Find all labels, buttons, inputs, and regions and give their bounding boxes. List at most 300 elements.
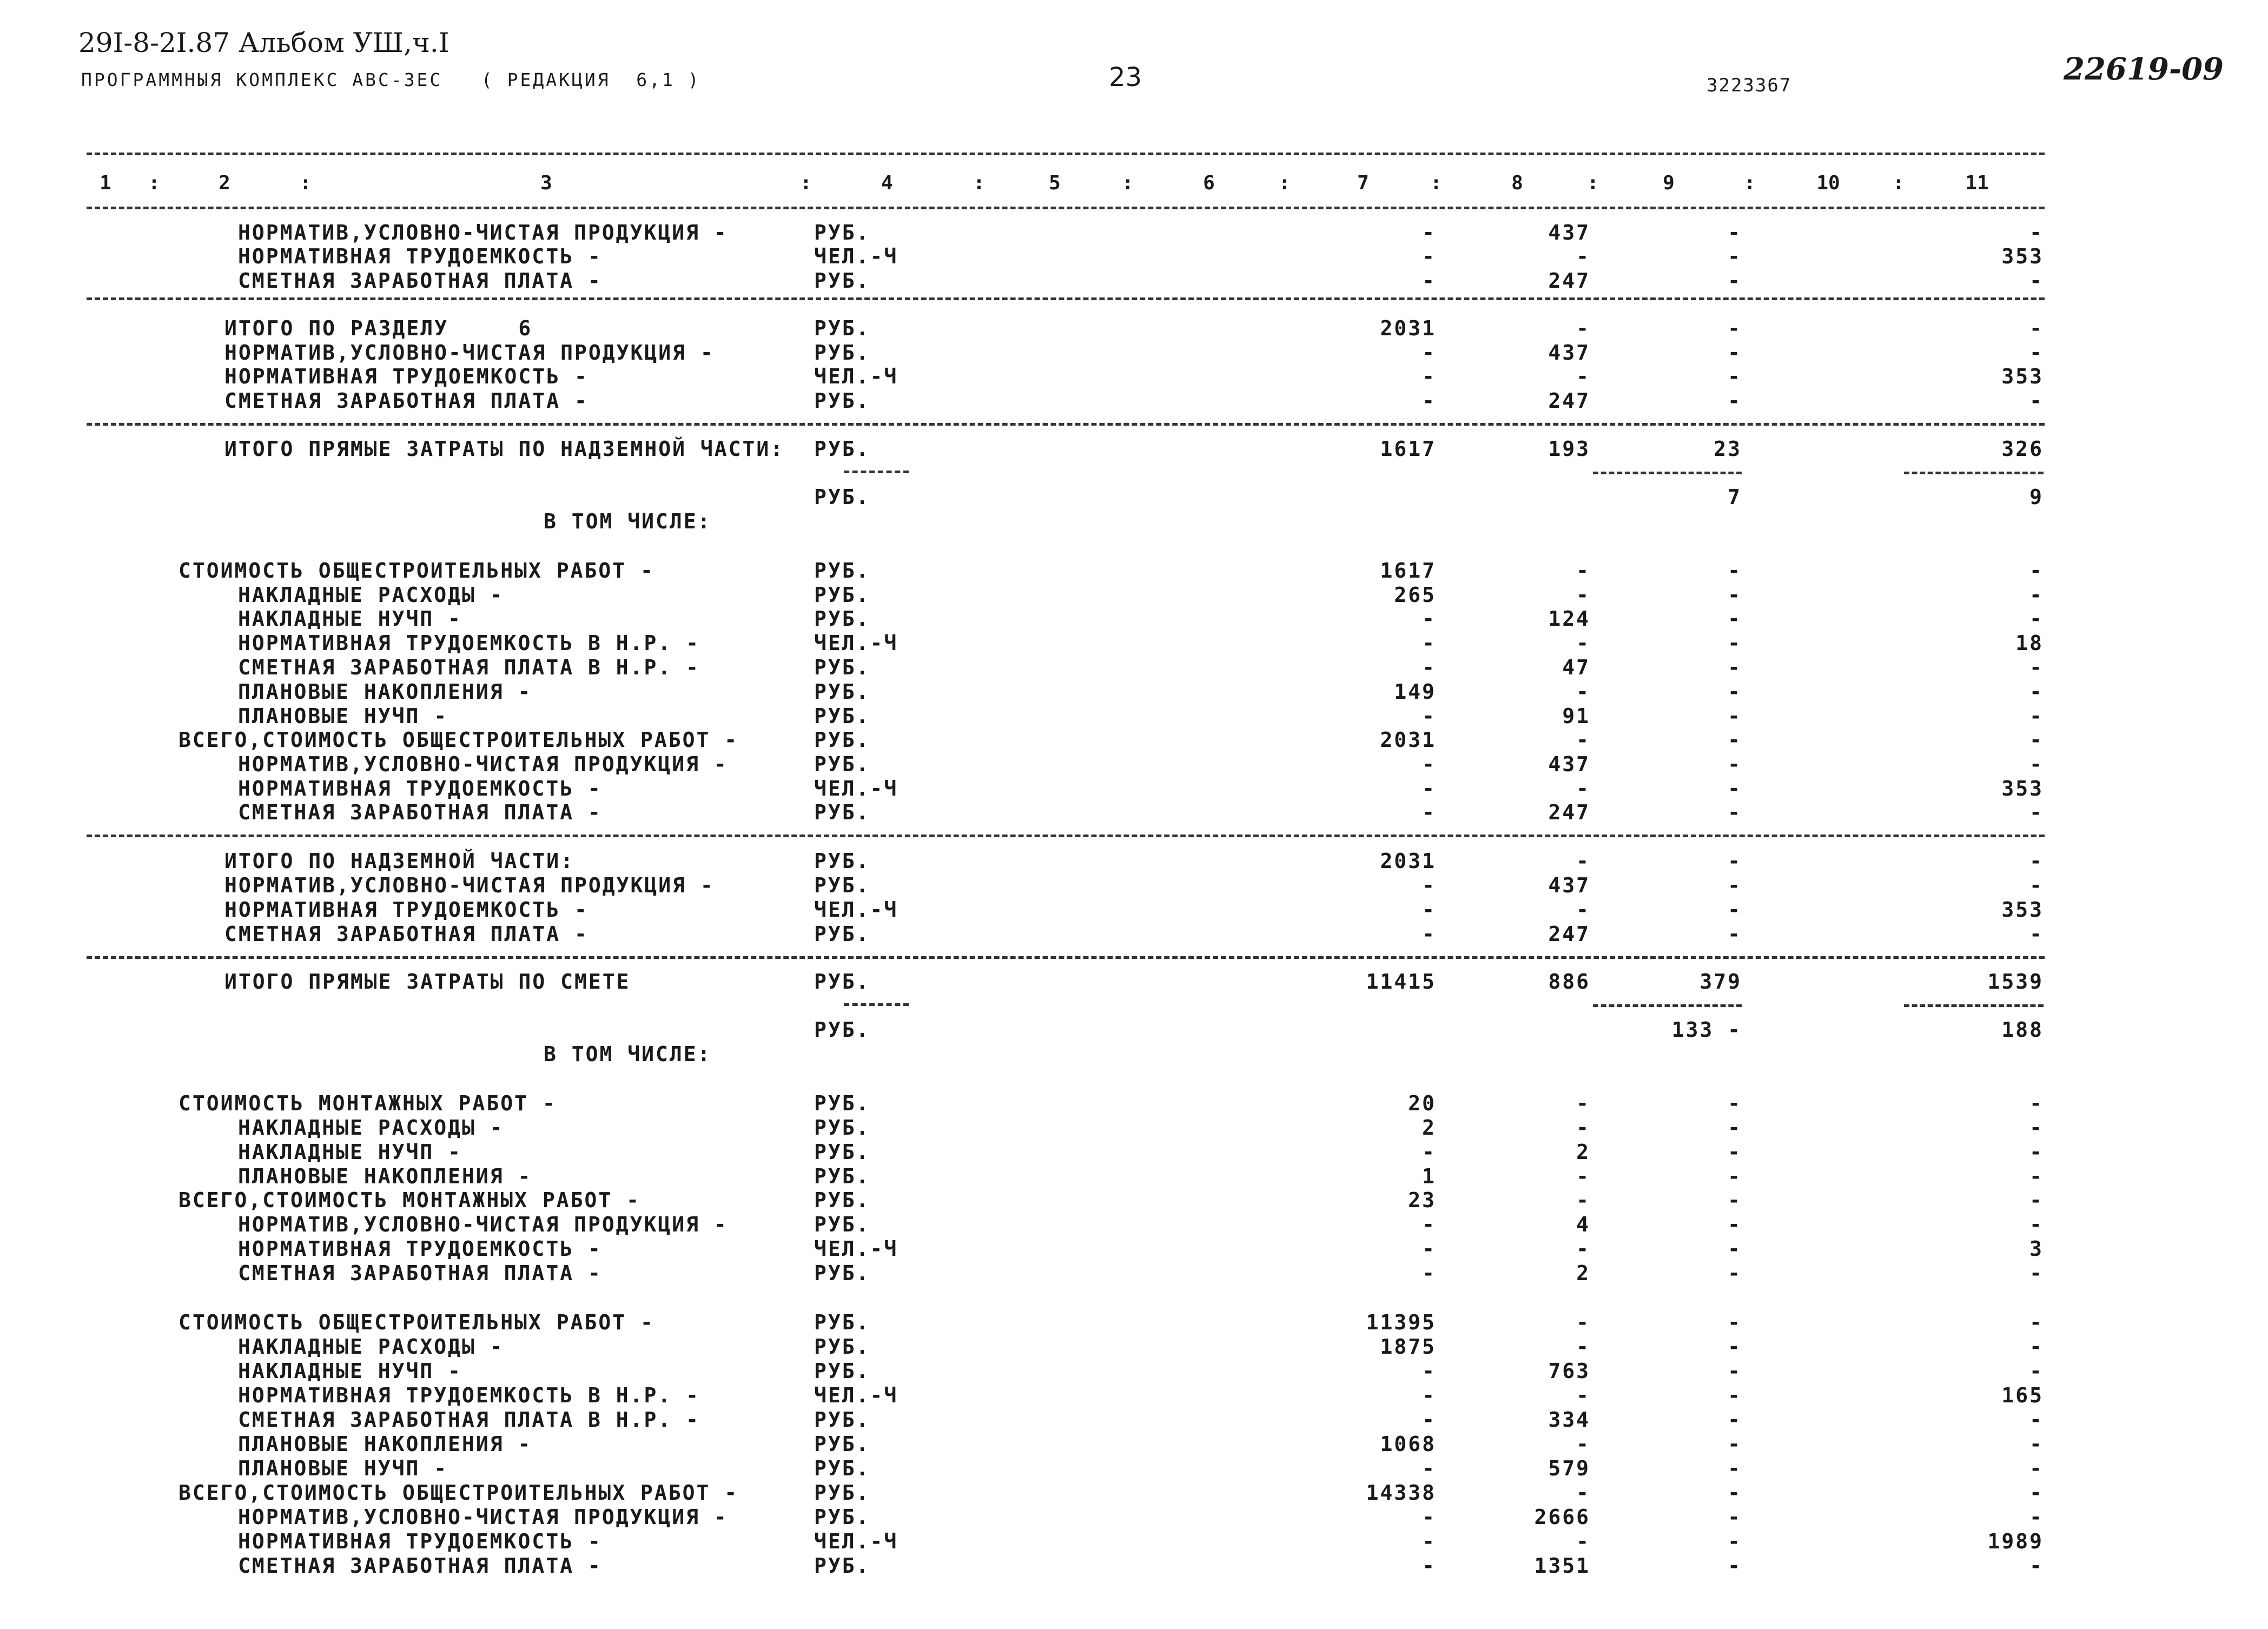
column-9-cell: - [1728,1188,1742,1212]
column-8-cell: - [1576,1310,1590,1334]
unit-cell: РУБ. [814,341,870,365]
table-row [0,1505,2268,1529]
table-row [0,1481,2268,1505]
unit-cell: РУБ. [814,970,870,994]
column-7-cell: - [1422,389,1436,413]
column-7-cell: 23 [1408,1188,1436,1212]
column-9-cell: 7 [1728,485,1742,509]
column-11-cell: - [2029,221,2044,244]
unit-cell: РУБ. [814,221,870,244]
column-11-cell: 1539 [1987,970,2044,994]
column-8-cell: 4 [1576,1213,1590,1236]
column-9-cell: - [1728,800,1742,824]
column-8-cell: - [1576,1335,1590,1359]
column-8-cell: - [1576,898,1590,922]
column-9-cell: - [1728,607,1742,631]
column-separator: : [1430,172,1442,194]
column-11-cell: 9 [2029,485,2044,509]
column-8-cell: 437 [1548,341,1590,365]
column-7-cell: - [1422,607,1436,631]
table-row [0,1188,2268,1213]
column-11-cell: - [2029,1091,2044,1115]
row-label: СМЕТНАЯ ЗАРАБОТНАЯ ПЛАТА В Н.Р. - [238,1408,700,1432]
row-label: ИТОГО ПРЯМЫЕ ЗАТРАТЫ ПО НАДЗЕМНОЙ ЧАСТИ: [224,437,785,461]
row-label: НАКЛАДНЫЕ НУЧП - [238,1140,462,1164]
column-8-cell: 2 [1576,1140,1590,1164]
column-8-cell: - [1576,849,1590,873]
column-9-cell: 23 [1714,437,1742,461]
column-11-cell: 353 [2001,244,2044,268]
column-8-cell: - [1576,1091,1590,1115]
column-11-cell: - [2029,583,2044,607]
row-label: ВСЕГО,СТОИМОСТЬ ОБЩЕСТРОИТЕЛЬНЫХ РАБОТ - [178,728,739,752]
unit-cell: РУБ. [814,704,870,728]
column-8-cell: - [1576,728,1590,752]
column-8-cell: - [1576,244,1590,268]
row-label: СТОИМОСТЬ МОНТАЖНЫХ РАБОТ - [178,1091,557,1115]
column-9-cell: - [1728,752,1742,776]
column-8-cell: - [1576,559,1590,582]
column-9-cell: - [1728,1261,1742,1285]
column-7-cell: 11415 [1366,970,1436,994]
column-7-cell: - [1422,221,1436,244]
column-7-cell: 1 [1422,1164,1436,1188]
unit-cell: РУБ. [814,1335,870,1359]
row-label: ИТОГО ПО НАДЗЕМНОЙ ЧАСТИ: [224,849,574,873]
column-11-cell: - [2029,1408,2044,1432]
column-7-cell: - [1422,1554,1436,1578]
table-row [0,1335,2268,1359]
column-9-cell: - [1728,1335,1742,1359]
column-11-cell: - [2029,1505,2044,1529]
column-separator: : [1279,172,1291,194]
column-8-cell: 2 [1576,1261,1590,1285]
section-rule [87,297,2045,300]
column-7-cell: - [1422,1408,1436,1432]
column-9-cell: - [1728,1213,1742,1236]
section-rule [87,423,2045,426]
row-label: НОРМАТИВ,УСЛОВНО-ЧИСТАЯ ПРОДУКЦИЯ - [238,1213,728,1236]
table-row [0,365,2268,389]
row-label: В ТОМ ЧИСЛЕ: [544,1042,712,1066]
column-separator: : [800,172,812,194]
row-label: НОРМАТИВ,УСЛОВНО-ЧИСТАЯ ПРОДУКЦИЯ - [238,752,728,776]
unit-cell: РУБ. [814,1359,870,1383]
column-11-cell: - [2029,680,2044,704]
unit-cell: РУБ. [814,583,870,607]
unit-cell: ЧЕЛ.-Ч [814,1237,898,1261]
row-label: СМЕТНАЯ ЗАРАБОТНАЯ ПЛАТА - [238,1554,602,1578]
column-separator: : [973,172,985,194]
unit-cell: РУБ. [814,680,870,704]
table-row [0,1213,2268,1237]
column-9-cell: - [1728,389,1742,413]
section-rule [87,956,2045,959]
unit-cell: РУБ. [814,485,870,509]
subtotal-underline [1904,472,2044,474]
row-label: ПЛАНОВЫЕ НАКОПЛЕНИЯ - [238,680,532,704]
column-9-cell: - [1728,1432,1742,1456]
table-row [0,1018,2268,1042]
table-row [0,1408,2268,1432]
column-11-cell: - [2029,752,2044,776]
row-label: НОРМАТИВНАЯ ТРУДОЕМКОСТЬ - [238,1237,602,1261]
column-11-cell: 353 [2001,898,2044,922]
column-8-cell: - [1576,680,1590,704]
row-label: СМЕТНАЯ ЗАРАБОТНАЯ ПЛАТА В Н.Р. - [238,655,700,679]
column-11-cell: - [2029,1213,2044,1236]
column-8-cell: 1351 [1534,1554,1590,1578]
unit-cell: РУБ. [814,1408,870,1432]
table-row [0,269,2268,293]
row-label: СМЕТНАЯ ЗАРАБОТНАЯ ПЛАТА - [224,922,589,946]
unit-cell: РУБ. [814,1164,870,1188]
table-row [0,728,2268,752]
row-label: СМЕТНАЯ ЗАРАБОТНАЯ ПЛАТА - [238,800,602,824]
column-number: 10 [1816,172,1840,194]
table-header-rule [87,207,2045,209]
column-number: 8 [1511,172,1523,194]
unit-cell: ЧЕЛ.-Ч [814,365,898,388]
column-8-cell: - [1576,1383,1590,1407]
column-9-cell: - [1728,1383,1742,1407]
table-row [0,680,2268,704]
unit-cell: РУБ. [814,389,870,413]
column-8-cell: 47 [1562,655,1590,679]
column-9-cell: - [1728,1310,1742,1334]
column-8-cell: 2666 [1534,1505,1590,1529]
column-separator: : [1587,172,1599,194]
row-label: НОРМАТИВ,УСЛОВНО-ЧИСТАЯ ПРОДУКЦИЯ - [224,873,715,897]
column-11-cell: - [2029,1164,2044,1188]
column-8-cell: 437 [1548,752,1590,776]
column-7-cell: - [1422,1237,1436,1261]
table-row [0,1554,2268,1578]
unit-cell: РУБ. [814,269,870,293]
unit-cell: РУБ. [814,655,870,679]
column-8-cell: - [1576,1529,1590,1553]
row-label: НОРМАТИВНАЯ ТРУДОЕМКОСТЬ В Н.Р. - [238,631,700,655]
unit-cell: РУБ. [814,437,870,461]
column-8-cell: - [1576,777,1590,800]
column-9-cell: - [1728,873,1742,897]
column-11-cell: - [2029,800,2044,824]
table-row [0,873,2268,898]
column-9-cell: - [1728,269,1742,293]
column-7-cell: - [1422,1529,1436,1553]
column-8-cell: - [1576,365,1590,388]
column-7-cell: 2031 [1380,728,1436,752]
table-row [0,704,2268,729]
column-separator: : [1893,172,1905,194]
column-7-cell: - [1422,1456,1436,1480]
column-8-cell: 124 [1548,607,1590,631]
column-11-cell: 165 [2001,1383,2044,1407]
column-8-cell: 193 [1548,437,1590,461]
column-9-cell: - [1728,1164,1742,1188]
subtotal-underline [1904,1004,2044,1007]
table-row [0,1383,2268,1408]
unit-cell: РУБ. [814,1261,870,1285]
column-9-cell: - [1728,221,1742,244]
column-7-cell: - [1422,631,1436,655]
column-8-cell: 437 [1548,873,1590,897]
column-11-cell: 3 [2029,1237,2044,1261]
column-8-cell: - [1576,1164,1590,1188]
unit-cell: РУБ. [814,1091,870,1115]
column-7-cell: - [1422,269,1436,293]
row-label: ИТОГО ПРЯМЫЕ ЗАТРАТЫ ПО СМЕТЕ [224,970,631,994]
column-8-cell: 91 [1562,704,1590,728]
section-rule [87,835,2045,837]
column-11-cell: - [2029,1481,2044,1505]
column-7-cell: 1617 [1380,437,1436,461]
column-9-cell: - [1728,898,1742,922]
column-8-cell: - [1576,1188,1590,1212]
column-8-cell: 247 [1548,269,1590,293]
column-7-cell: - [1422,1213,1436,1236]
column-11-cell: - [2029,1456,2044,1480]
column-7-cell: - [1422,922,1436,946]
column-9-cell: - [1728,680,1742,704]
column-7-cell: 1068 [1380,1432,1436,1456]
subtotal-underline [1593,1004,1742,1007]
column-11-cell: - [2029,607,2044,631]
unit-cell: РУБ. [814,1481,870,1505]
column-8-cell: 334 [1548,1408,1590,1432]
table-row [0,485,2268,509]
column-7-cell: 20 [1408,1091,1436,1115]
subtotal-underline [844,471,909,473]
column-7-cell: - [1422,800,1436,824]
column-number: 11 [1965,172,1989,194]
column-7-cell: 2031 [1380,316,1436,340]
column-number: 1 [100,172,111,194]
row-label: ПЛАНОВЫЕ НАКОПЛЕНИЯ - [238,1164,532,1188]
table-row [0,1432,2268,1456]
table-row [0,970,2268,994]
unit-cell: РУБ. [814,1140,870,1164]
row-label: ВСЕГО,СТОИМОСТЬ ОБЩЕСТРОИТЕЛЬНЫХ РАБОТ - [178,1481,739,1505]
unit-cell: ЧЕЛ.-Ч [814,898,898,922]
column-7-cell: - [1422,1359,1436,1383]
unit-cell: ЧЕЛ.-Ч [814,1383,898,1407]
unit-cell: ЧЕЛ.-Ч [814,777,898,800]
column-number: 9 [1663,172,1675,194]
column-11-cell: - [2029,922,2044,946]
column-8-cell: 579 [1548,1456,1590,1480]
unit-cell: РУБ. [814,1554,870,1578]
unit-cell: РУБ. [814,1432,870,1456]
row-label: НОРМАТИВНАЯ ТРУДОЕМКОСТЬ - [224,365,589,388]
column-9-cell: - [1728,849,1742,873]
unit-cell: РУБ. [814,873,870,897]
column-number: 5 [1049,172,1061,194]
column-11-cell: - [2029,728,2044,752]
column-9-cell: - [1728,1505,1742,1529]
column-11-cell: - [2029,1359,2044,1383]
table-row [0,631,2268,655]
row-label: НОРМАТИВНАЯ ТРУДОЕМКОСТЬ - [238,1529,602,1553]
row-label: СТОИМОСТЬ ОБЩЕСТРОИТЕЛЬНЫХ РАБОТ - [178,1310,654,1334]
column-11-cell: 326 [2001,437,2044,461]
table-row [0,1529,2268,1554]
column-11-cell: - [2029,1554,2044,1578]
column-9-cell: - [1728,922,1742,946]
column-8-cell: - [1576,1116,1590,1140]
column-9-cell: - [1728,1456,1742,1480]
column-11-cell: - [2029,269,2044,293]
column-7-cell: 2031 [1380,849,1436,873]
column-7-cell: 11395 [1366,1310,1436,1334]
column-9-cell: - [1728,777,1742,800]
column-9-cell: - [1728,341,1742,365]
unit-cell: РУБ. [814,1188,870,1212]
table-row [0,316,2268,341]
row-label: НОРМАТИВНАЯ ТРУДОЕМКОСТЬ - [238,244,602,268]
table-row [0,898,2268,922]
row-label: ПЛАНОВЫЕ НУЧП - [238,704,448,728]
unit-cell: ЧЕЛ.-Ч [814,244,898,268]
column-7-cell: - [1422,704,1436,728]
column-7-cell: - [1422,365,1436,388]
column-8-cell: 247 [1548,389,1590,413]
unit-cell: РУБ. [814,1310,870,1334]
unit-cell: РУБ. [814,559,870,582]
unit-cell: РУБ. [814,316,870,340]
column-9-cell: - [1728,704,1742,728]
unit-cell: РУБ. [814,849,870,873]
column-11-cell: - [2029,1188,2044,1212]
column-11-cell: - [2029,873,2044,897]
table-row [0,341,2268,365]
table-row [0,559,2268,583]
column-8-cell: 247 [1548,922,1590,946]
row-label: НАКЛАДНЫЕ РАСХОДЫ - [238,1116,504,1140]
column-9-cell: 379 [1700,970,1742,994]
column-number: 6 [1203,172,1215,194]
table-row [0,583,2268,607]
column-8-cell: - [1576,316,1590,340]
column-9-cell: - [1728,1359,1742,1383]
column-8-cell: - [1576,1237,1590,1261]
row-label: ПЛАНОВЫЕ НУЧП - [238,1456,448,1480]
unit-cell: РУБ. [814,728,870,752]
column-11-cell: 353 [2001,777,2044,800]
row-label: СМЕТНАЯ ЗАРАБОТНАЯ ПЛАТА - [224,389,589,413]
column-11-cell: 188 [2001,1018,2044,1042]
subtotal-underline [844,1003,909,1006]
column-7-cell: - [1422,244,1436,268]
table-top-rule [87,153,2045,155]
column-7-cell: - [1422,898,1436,922]
column-separator: : [148,172,160,194]
table-row [0,655,2268,680]
row-label: НАКЛАДНЫЕ РАСХОДЫ - [238,1335,504,1359]
column-8-cell: - [1576,631,1590,655]
unit-cell: РУБ. [814,1018,870,1042]
column-11-cell: - [2029,1432,2044,1456]
column-number: 7 [1357,172,1369,194]
table-row [0,1042,2268,1067]
column-7-cell: 1875 [1380,1335,1436,1359]
row-label: НОРМАТИВНАЯ ТРУДОЕМКОСТЬ - [238,777,602,800]
table-row [0,1116,2268,1140]
unit-cell: ЧЕЛ.-Ч [814,1529,898,1553]
table-row [0,244,2268,269]
column-9-cell: - [1728,1237,1742,1261]
column-9-cell: - [1728,728,1742,752]
table-row [0,607,2268,631]
column-7-cell: - [1422,1261,1436,1285]
column-7-cell: 149 [1394,680,1436,704]
row-label: НОРМАТИВ,УСЛОВНО-ЧИСТАЯ ПРОДУКЦИЯ - [238,221,728,244]
table-row [0,1091,2268,1116]
column-9-cell: - [1728,631,1742,655]
column-11-cell: - [2029,1261,2044,1285]
unit-cell: ЧЕЛ.-Ч [814,631,898,655]
column-11-cell: - [2029,559,2044,582]
column-7-cell: - [1422,752,1436,776]
column-7-cell: - [1422,1505,1436,1529]
column-11-cell: - [2029,1335,2044,1359]
program-title: ПРОГРАММНЫЯ КОМПЛЕКС АВС-3ЕС ( РЕДАКЦИЯ 6,1 ) [81,69,701,90]
column-9-cell: - [1728,1554,1742,1578]
row-label: СМЕТНАЯ ЗАРАБОТНАЯ ПЛАТА - [238,1261,602,1285]
handwritten-stamp: 22619-09 [2064,51,2224,87]
column-9-cell: - [1728,1481,1742,1505]
column-8-cell: - [1576,583,1590,607]
document-code: 3223367 [1707,75,1792,96]
row-label: ПЛАНОВЫЕ НАКОПЛЕНИЯ - [238,1432,532,1456]
column-9-cell: - [1728,365,1742,388]
table-row [0,221,2268,245]
column-7-cell: - [1422,777,1436,800]
column-7-cell: 1617 [1380,559,1436,582]
row-label: ИТОГО ПО РАЗДЕЛУ 6 [224,316,533,340]
column-9-cell: - [1728,583,1742,607]
row-label: НАКЛАДНЫЕ НУЧП - [238,1359,462,1383]
column-7-cell: - [1422,655,1436,679]
row-label: НАКЛАДНЫЕ НУЧП - [238,607,462,631]
unit-cell: РУБ. [814,1456,870,1480]
row-label: НАКЛАДНЫЕ РАСХОДЫ - [238,583,504,607]
row-label: НОРМАТИВ,УСЛОВНО-ЧИСТАЯ ПРОДУКЦИЯ - [224,341,715,365]
table-row [0,752,2268,777]
column-9-cell: 133 - [1671,1018,1742,1042]
table-row [0,1310,2268,1335]
column-separator: : [300,172,312,194]
column-9-cell: - [1728,316,1742,340]
table-row [0,1261,2268,1286]
table-row [0,800,2268,825]
column-8-cell: - [1576,1432,1590,1456]
column-9-cell: - [1728,244,1742,268]
column-9-cell: - [1728,1140,1742,1164]
column-11-cell: - [2029,655,2044,679]
table-row [0,1140,2268,1164]
table-row [0,922,2268,946]
column-11-cell: - [2029,389,2044,413]
column-9-cell: - [1728,1116,1742,1140]
column-11-cell: 18 [2015,631,2044,655]
column-11-cell: - [2029,1140,2044,1164]
column-9-cell: - [1728,655,1742,679]
column-separator: : [1122,172,1134,194]
unit-cell: РУБ. [814,1116,870,1140]
row-label: В ТОМ ЧИСЛЕ: [544,509,712,533]
column-number: 2 [219,172,230,194]
